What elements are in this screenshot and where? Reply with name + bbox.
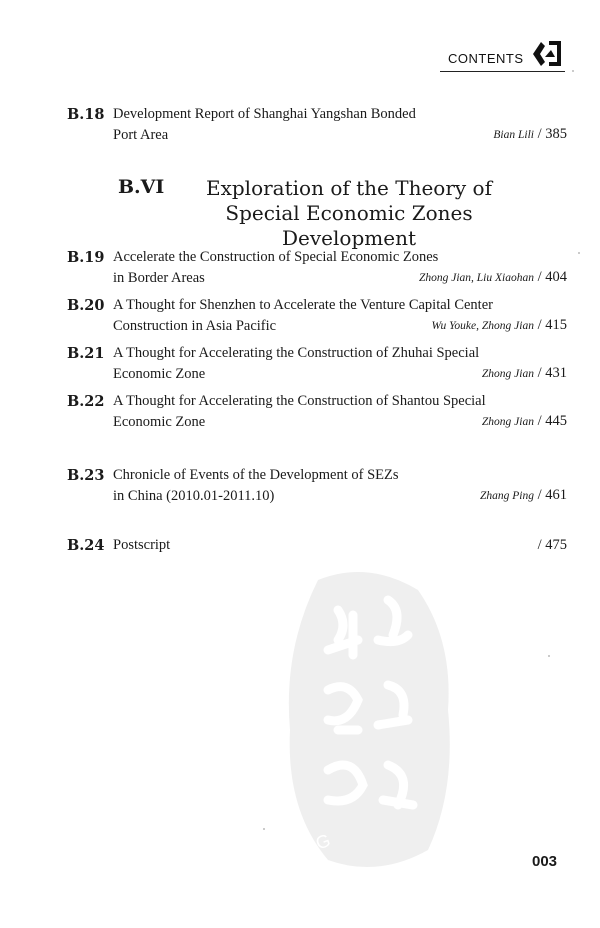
entry-code: B.19 (67, 249, 105, 266)
entry-meta: Wu Youke, Zhong Jian / 415 (431, 317, 567, 333)
entry-code: B.24 (67, 537, 105, 554)
toc-entry-b21[interactable] (67, 343, 567, 385)
entry-page: 415 (545, 317, 567, 333)
header-rule (440, 71, 565, 72)
entry-author: Wu Youke, Zhong Jian (431, 320, 534, 332)
entry-code: B.21 (67, 345, 105, 362)
toc-entry-b18[interactable] (67, 104, 567, 146)
scan-speck (548, 655, 550, 657)
entry-code: B.20 (67, 297, 105, 314)
entry-title: Accelerate the Construction of Special Economic Zones in Border Areas (113, 249, 439, 286)
watermark-label: PDG (289, 829, 334, 863)
entry-meta: Zhong Jian, Liu Xiaohan / 404 (418, 269, 567, 285)
entry-meta: Zhang Ping / 461 (479, 487, 567, 503)
page-number: 003 (532, 853, 558, 870)
contents-header (440, 40, 565, 75)
entry-author: Zhang Ping (479, 490, 534, 502)
entry-page: 431 (545, 365, 567, 381)
scan-speck (263, 828, 265, 830)
entry-code: B.18 (67, 106, 105, 123)
toc-entry-b20[interactable] (67, 295, 567, 337)
toc-entry-b22[interactable] (67, 391, 567, 433)
toc-entry-b24[interactable] (67, 535, 567, 556)
entry-meta: / 475 (537, 537, 567, 553)
toc-entry-b23[interactable] (67, 465, 567, 507)
entry-author: Zhong Jian (481, 416, 534, 428)
entry-page: 461 (545, 487, 567, 503)
scan-speck (578, 252, 580, 254)
section-code: B.VI (118, 176, 165, 198)
entry-author: Zhong Jian, Liu Xiaohan (418, 272, 534, 284)
entry-title: A Thought for Accelerating the Construction of Zhuhai Special Economic Zone (113, 345, 480, 382)
contents-label: CONTENTS (448, 51, 524, 66)
scan-speck (572, 70, 574, 72)
seal-watermark (278, 560, 458, 880)
entry-page: 445 (545, 413, 567, 429)
entry-title: A Thought for Accelerating the Construction of Shantou Special Economic Zone (113, 393, 486, 430)
entry-author: Zhong Jian (481, 368, 534, 380)
entry-meta: Zhong Jian / 431 (481, 365, 567, 381)
entry-title: A Thought for Shenzhen to Accelerate the Venture Capital Center Construction in Asia Pacific (113, 297, 493, 334)
contents-arrow-icon (531, 40, 563, 70)
entry-page: 475 (545, 537, 567, 553)
entry-page: 404 (545, 269, 567, 285)
entry-page: 385 (545, 126, 567, 142)
toc-entry-b19[interactable] (67, 247, 567, 289)
entry-title: Chronicle of Events of the Development of SEZs in China (2010.01-2011.10) (113, 467, 399, 504)
entry-meta: Zhong Jian / 445 (481, 413, 567, 429)
section-title: Exploration of the Theory of Special Economic Zones Development (206, 176, 492, 250)
entry-code: B.22 (67, 393, 105, 410)
entry-title: Postscript (113, 537, 171, 553)
entry-author: Bian Lili (493, 129, 534, 141)
entry-code: B.23 (67, 467, 105, 484)
entry-title: Development Report of Shanghai Yangshan Bonded Port Area (113, 106, 416, 143)
entry-meta: Bian Lili / 385 (493, 126, 567, 142)
